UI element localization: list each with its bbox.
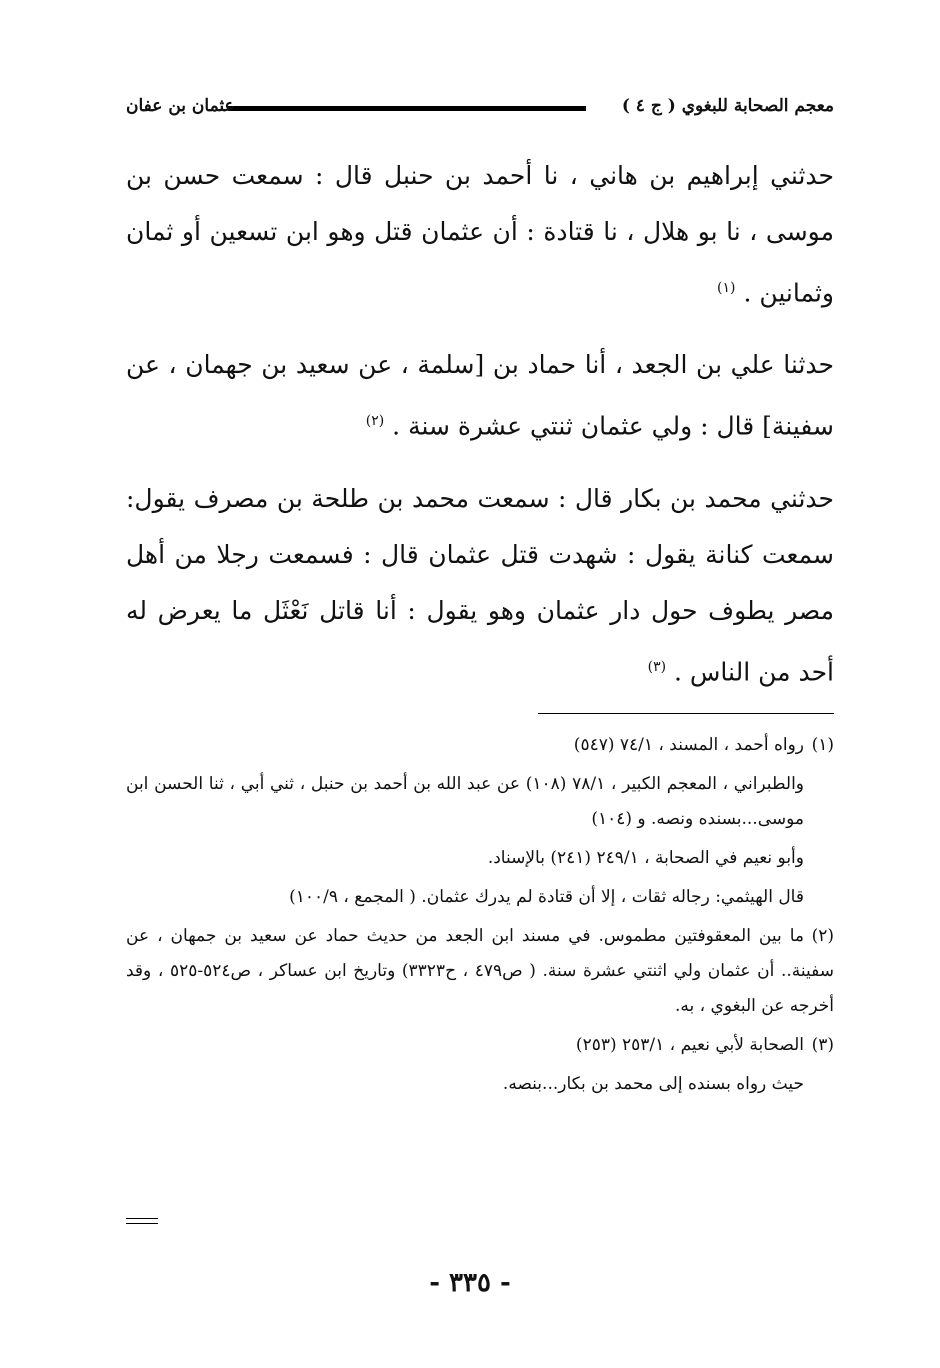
paragraph [126,471,834,700]
footnote-line: حيث رواه بسنده إلى محمد بن بكار...بنصه. [502,1074,804,1094]
running-header [126,94,834,122]
paragraph-text: حدثنا علي بن الجعد ، أنا حماد بن [سلمة ، عن سعيد بن جهمان ، عن سفينة] قال : ولي عثمان ثنتي عشرة سنة . [126,350,834,441]
paragraph [126,148,834,321]
footnote-ref: (٣) [647,658,667,675]
header-rule [228,106,586,111]
footnote-number: (١) [811,735,834,755]
footnote-number: (٢) [811,926,834,946]
footnote-line: الصحابة لأبي نعيم ، ٢٥٣/١ (٢٥٣) [575,1035,804,1055]
footnote-line: قال الهيثمي: رجاله ثقات ، إلا أن قتادة لم يدرك عثمان. ( المجمع ، ١٠٠/٩) [289,887,804,907]
end-mark [126,1218,158,1224]
footnote [126,919,834,1024]
page-number: - ٣٣٥ - [429,1268,511,1298]
footnote-line: وأبو نعيم في الصحابة ، ٢٤٩/١ (٢٤١) بالإسناد. [487,848,804,868]
header-book-title: معجم الصحابة للبغوي ( ج ٤ ) [621,96,834,116]
footnote-separator [538,713,834,714]
footnote-number: (٣) [811,1035,834,1055]
footnote-line: رواه أحمد ، المسند ، ٧٤/١ (٥٤٧) [573,735,804,755]
paragraph [126,337,834,454]
footnote-ref: (١) [717,280,736,296]
header-section-title: عثمان بن عفان [126,96,235,116]
footnote-ref: (٢) [365,413,385,430]
footnote [126,728,834,763]
main-text [126,148,834,716]
footnote-line: ما بين المعقوفتين مطموس. في مسند ابن الجعد من حديث حماد عن سعيد بن جمهان ، عن سفينة.. أن عثمان ولي اثنتي عشرة سنة. ( ص٤٧٩ ، ح٣٣٢٣) وتاريخ ابن عساكر ، ص٥٢٤-٥٢٥ ، وقد أخرجه عن البغوي ، به. [126,926,834,1016]
paragraph-text: حدثني إبراهيم بن هاني ، نا أحمد بن حنبل قال : سمعت حسن بن موسى ، نا بو هلال ، نا قتادة : أن عثمان قتل وهو ابن تسعين أو ثمان وثمانين . [126,161,834,308]
footnote [126,1028,834,1063]
footnotes [126,728,834,1106]
footnote-line: والطبراني ، المعجم الكبير ، ٧٨/١ (١٠٨) عن عبد الله بن أحمد بن حنبل ، ثني أبي ، ثنا الحسن ابن موسى...بسنده ونصه. و (١٠٤) [126,774,804,829]
paragraph-text: حدثني محمد بن بكار قال : سمعت محمد بن طلحة بن مصرف يقول: سمعت كنانة يقول : شهدت قتل عثمان قال : فسمعت رجلا من أهل مصر يطوف حول دار عثمان وهو يقول : أنا قاتل نَعْثَل ما يعرض له أحد من الناس . [126,483,834,686]
